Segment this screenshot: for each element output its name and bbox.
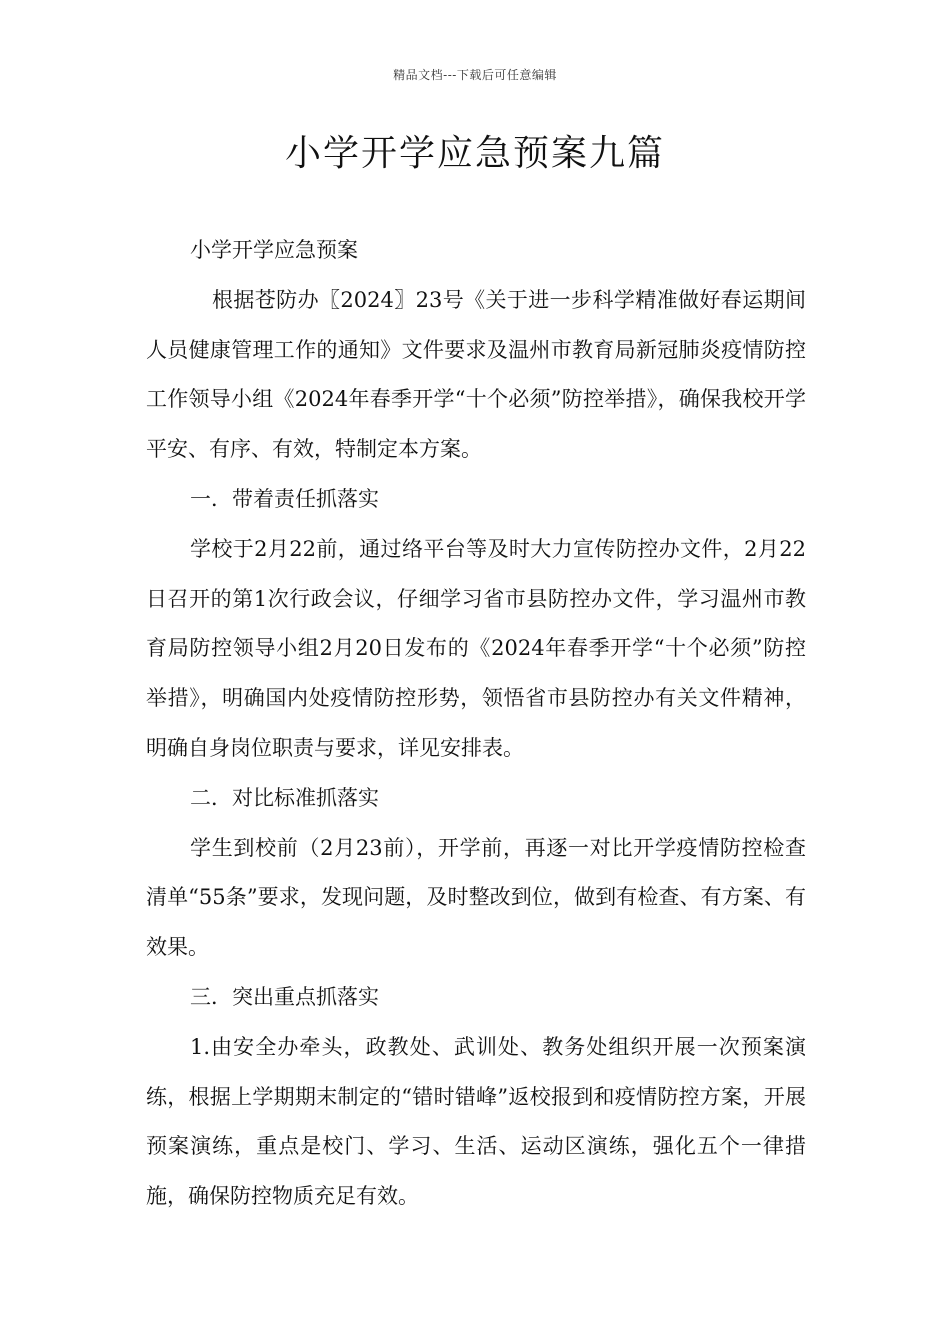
- section-heading-3: 三．突出重点抓落实: [190, 984, 379, 1009]
- section-heading-1: 一．带着责任抓落实: [190, 486, 379, 511]
- document-title: 小学开学应急预案九篇: [284, 133, 665, 174]
- header-note: 精品文档---下载后可任意编辑: [393, 68, 557, 82]
- paragraph-section-1: 学校于2月22前，通过络平台等及时大力宣传防控办文件，2月22日召开的第1次行政会议，仔细学习省市县防控办文件，学习温州市教育局防控领导小组2月20日发布的《2024年春季开学“十个必须”防控举措》，明确国内处疫情防控形势，领悟省市县防控办有关文件精神，明确自身岗位职责与要求，详见安排表。: [146, 536, 806, 760]
- paragraph-basis: 根据苍防办〖2024〗23号《关于进一步科学精准做好春运期间人员健康管理工作的通知》文件要求及温州市教育局新冠肺炎疫情防控工作领导小组《2024年春季开学“十个必须”防控举措》，确保我校开学平安、有序、有效，特制定本方案。: [146, 287, 806, 462]
- paragraph-section-3-item-1: 1.由安全办牵头，政教处、武训处、教务处组织开展一次预案演练，根据上学期期末制定的“错时错峰”返校报到和疫情防控方案，开展预案演练，重点是校门、学习、生活、运动区演练，强化五个一律措施，确保防控物质充足有效。: [146, 1034, 806, 1209]
- section-heading-2: 二．对比标准抓落实: [190, 785, 379, 810]
- section-heading-intro: 小学开学应急预案: [190, 238, 358, 262]
- document-body: [146, 226, 806, 1222]
- paragraph-section-2: 学生到校前（2月23前），开学前，再逐一对比开学疫情防控检查清单“55条”要求，发现问题，及时整改到位，做到有检查、有方案、有效果。: [146, 835, 806, 960]
